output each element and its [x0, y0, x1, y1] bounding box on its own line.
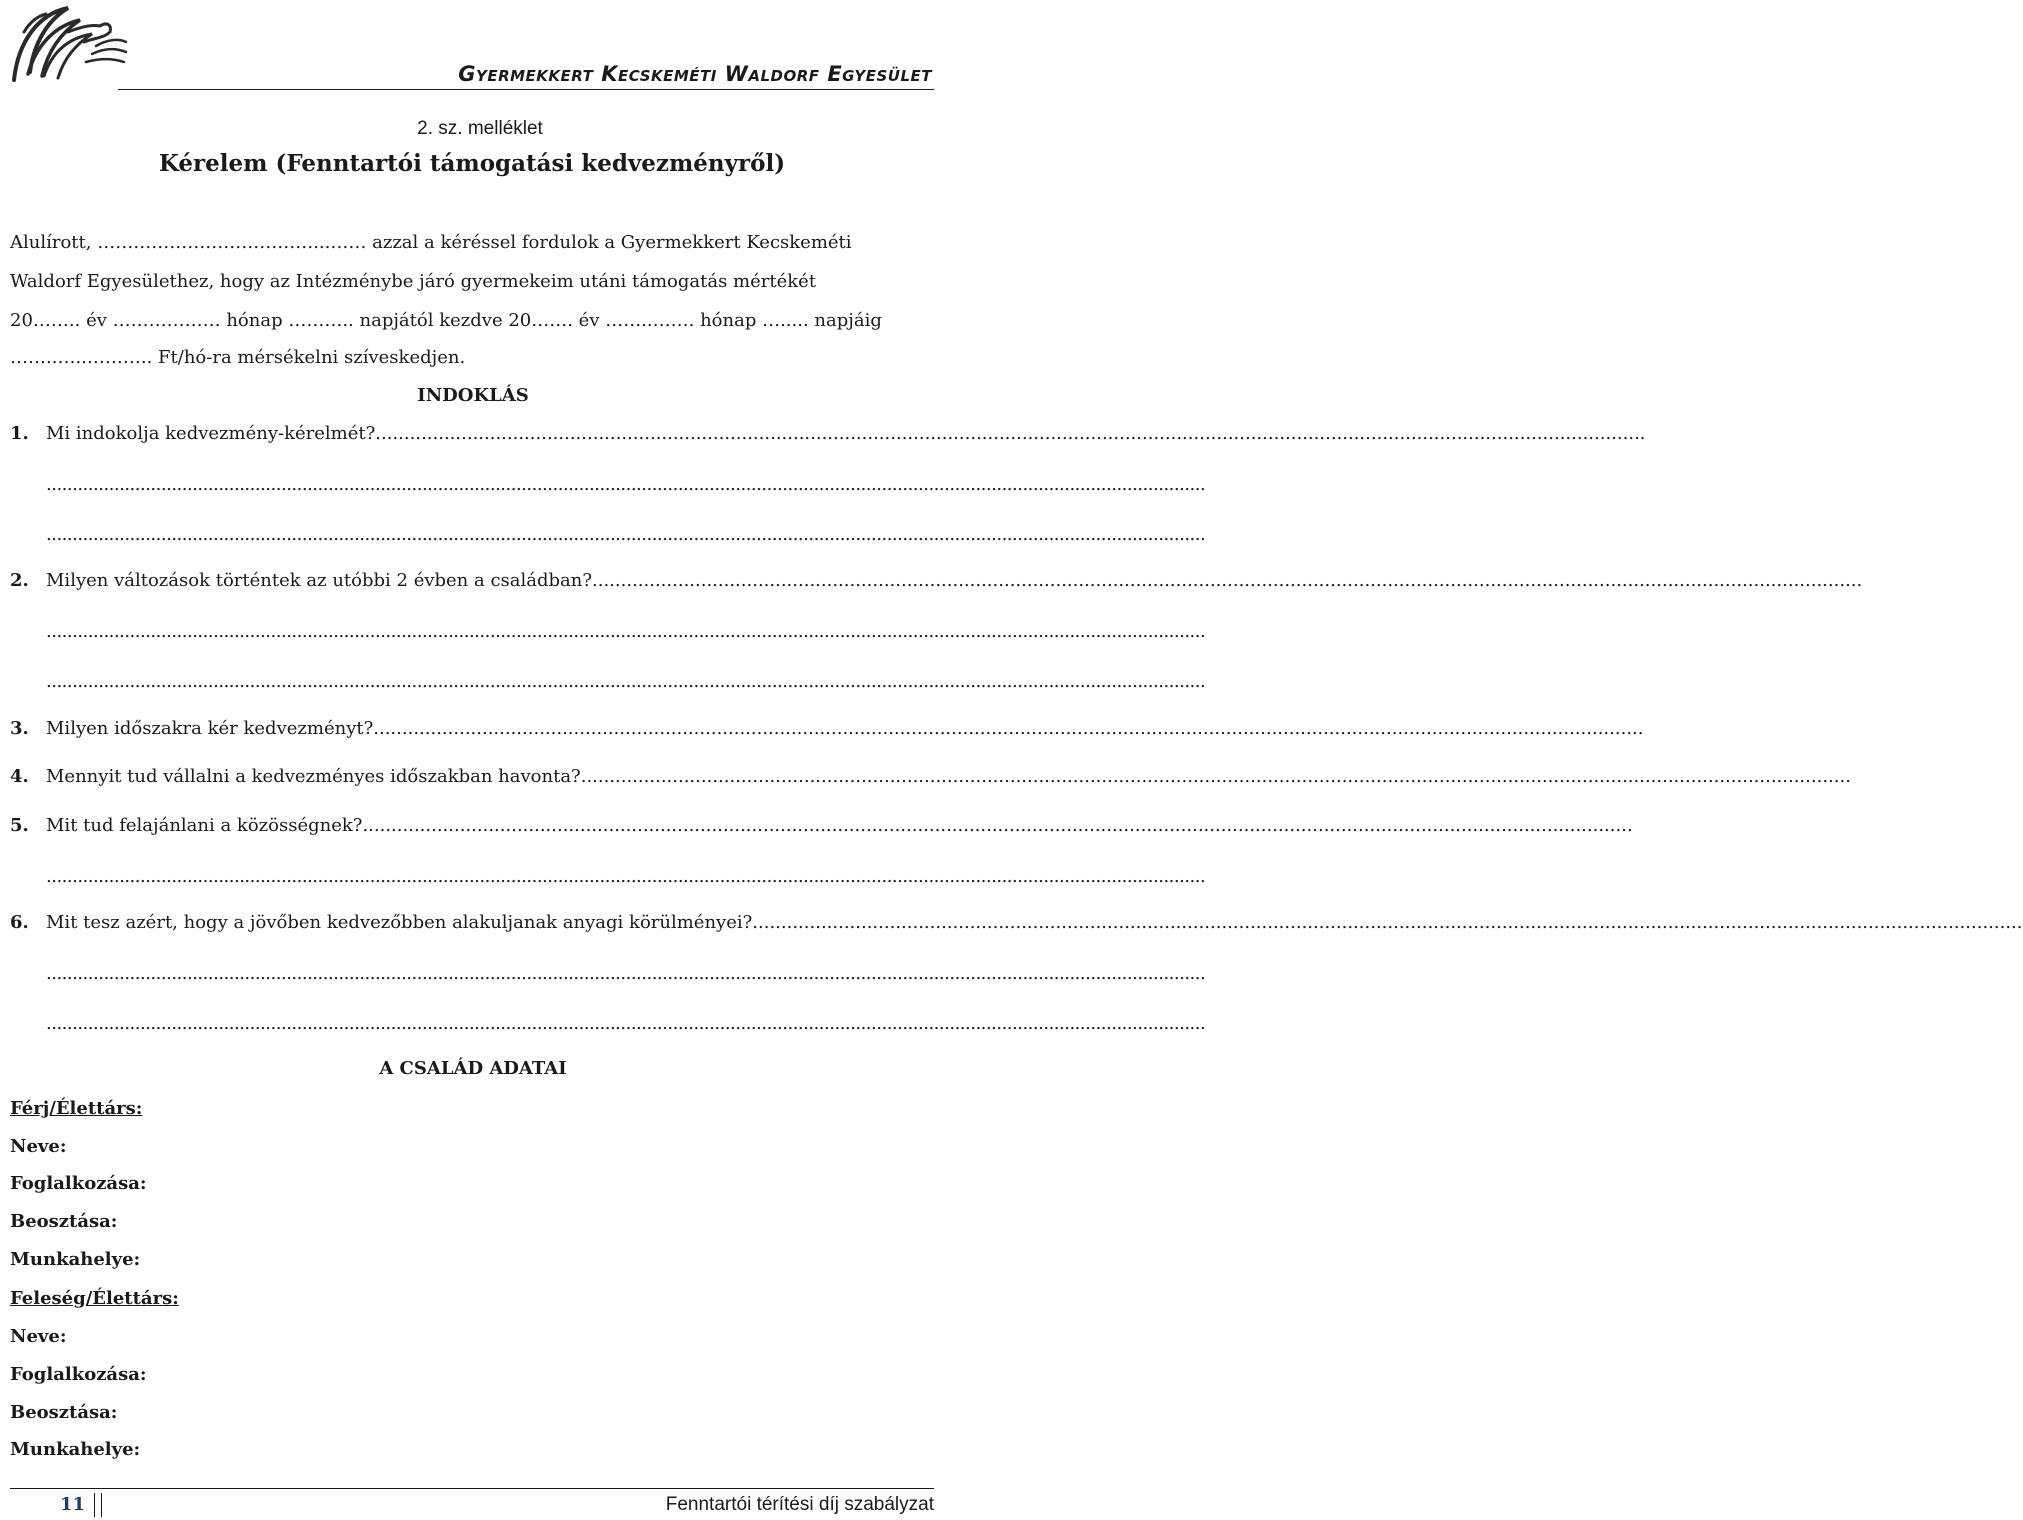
intro-line-4: ……..…..……….. Ft/hó-ra mérsékelni szíveskedjen.: [10, 347, 466, 368]
question-text: Mit tud felajánlani a közösségnek?: [46, 815, 363, 836]
organization-name: Gyermekkert Kecskeméti Waldorf Egyesület: [458, 62, 932, 86]
question-number: 3.: [10, 718, 29, 739]
question-6: [10, 912, 2023, 933]
question-5: [10, 815, 1633, 836]
answer-line[interactable]: ..............................................................................................................................................................................................................................: [46, 866, 1206, 887]
wife-name-label: Neve:: [10, 1326, 67, 1347]
answer-line[interactable]: ..............................................................................................................................................................................................................................: [46, 671, 1206, 692]
wife-position-label: Beosztása:: [10, 1402, 118, 1423]
document-title: Kérelem (Fenntartói támogatási kedvezményről): [158, 150, 786, 177]
husband-occupation-label: Foglalkozása:: [10, 1173, 147, 1194]
page-number-separator: [94, 1493, 102, 1517]
answer-line[interactable]: ..............................................................................................................................................................................................................................: [46, 621, 1206, 642]
answer-dots[interactable]: ..............................................................................................................................................................................................................................: [362, 815, 1633, 836]
question-1: [10, 423, 1646, 444]
husband-heading: Férj/Élettárs:: [10, 1098, 143, 1119]
intro-line-1: Alulírott, ………………………………...…… azzal a kéréssel fordulok a Gyermekkert Kecskeméti: [10, 232, 852, 253]
footer-divider: [10, 1488, 934, 1489]
answer-dots[interactable]: ..............................................................................................................................................................................................................................: [592, 570, 1863, 591]
question-text: Mit tesz azért, hogy a jövőben kedvezőbben alakuljanak anyagi körülményei?: [46, 912, 753, 933]
wife-occupation-label: Foglalkozása:: [10, 1364, 147, 1385]
wife-heading: Feleség/Élettárs:: [10, 1288, 179, 1309]
wife-workplace-label: Munkahelye:: [10, 1439, 141, 1460]
organization-logo: [8, 2, 133, 84]
question-text: Milyen időszakra kér kedvezményt?: [46, 718, 374, 739]
husband-workplace-label: Munkahelye:: [10, 1249, 141, 1270]
answer-dots[interactable]: ..............................................................................................................................................................................................................................: [375, 423, 1646, 444]
answer-dots[interactable]: ..............................................................................................................................................................................................................................: [752, 912, 2023, 933]
annex-label: 2. sz. melléklet: [417, 118, 543, 139]
answer-line[interactable]: ..............................................................................................................................................................................................................................: [46, 524, 1206, 545]
question-number: 4.: [10, 766, 29, 787]
answer-line[interactable]: ..............................................................................................................................................................................................................................: [46, 963, 1206, 984]
footer-title: Fenntartói térítési díj szabályzat: [665, 1494, 934, 1515]
question-number: 1.: [10, 423, 29, 444]
indoklas-heading: INDOKLÁS: [417, 385, 529, 406]
question-4: [10, 766, 1851, 787]
question-text: Milyen változások történtek az utóbbi 2 évben a családban?: [46, 570, 593, 591]
answer-dots[interactable]: ..............................................................................................................................................................................................................................: [580, 766, 1851, 787]
question-text: Mennyit tud vállalni a kedvezményes időszakban havonta?: [46, 766, 581, 787]
question-text: Mi indokolja kedvezmény-kérelmét?: [46, 423, 376, 444]
intro-line-2: Waldorf Egyesülethez, hogy az Intézménybe járó gyermekeim utáni támogatás mértékét: [10, 271, 817, 292]
question-number: 6.: [10, 912, 29, 933]
answer-line[interactable]: ..............................................................................................................................................................................................................................: [46, 1013, 1206, 1034]
husband-name-label: Neve:: [10, 1136, 67, 1157]
family-heading: A CSALÁD ADATAI: [379, 1058, 567, 1079]
header-divider: [118, 89, 934, 90]
husband-position-label: Beosztása:: [10, 1211, 118, 1232]
question-2: [10, 570, 1863, 591]
answer-dots[interactable]: ..............................................................................................................................................................................................................................: [373, 718, 1644, 739]
question-number: 5.: [10, 815, 29, 836]
question-3: [10, 718, 1644, 739]
page-number: 11: [60, 1494, 86, 1515]
intro-line-3: 20…….. év ……………… hónap ……….. napjától kezdve 20……. év ……..……. hónap …..... napjáig: [10, 310, 882, 331]
answer-line[interactable]: ..............................................................................................................................................................................................................................: [46, 474, 1206, 495]
question-number: 2.: [10, 570, 29, 591]
